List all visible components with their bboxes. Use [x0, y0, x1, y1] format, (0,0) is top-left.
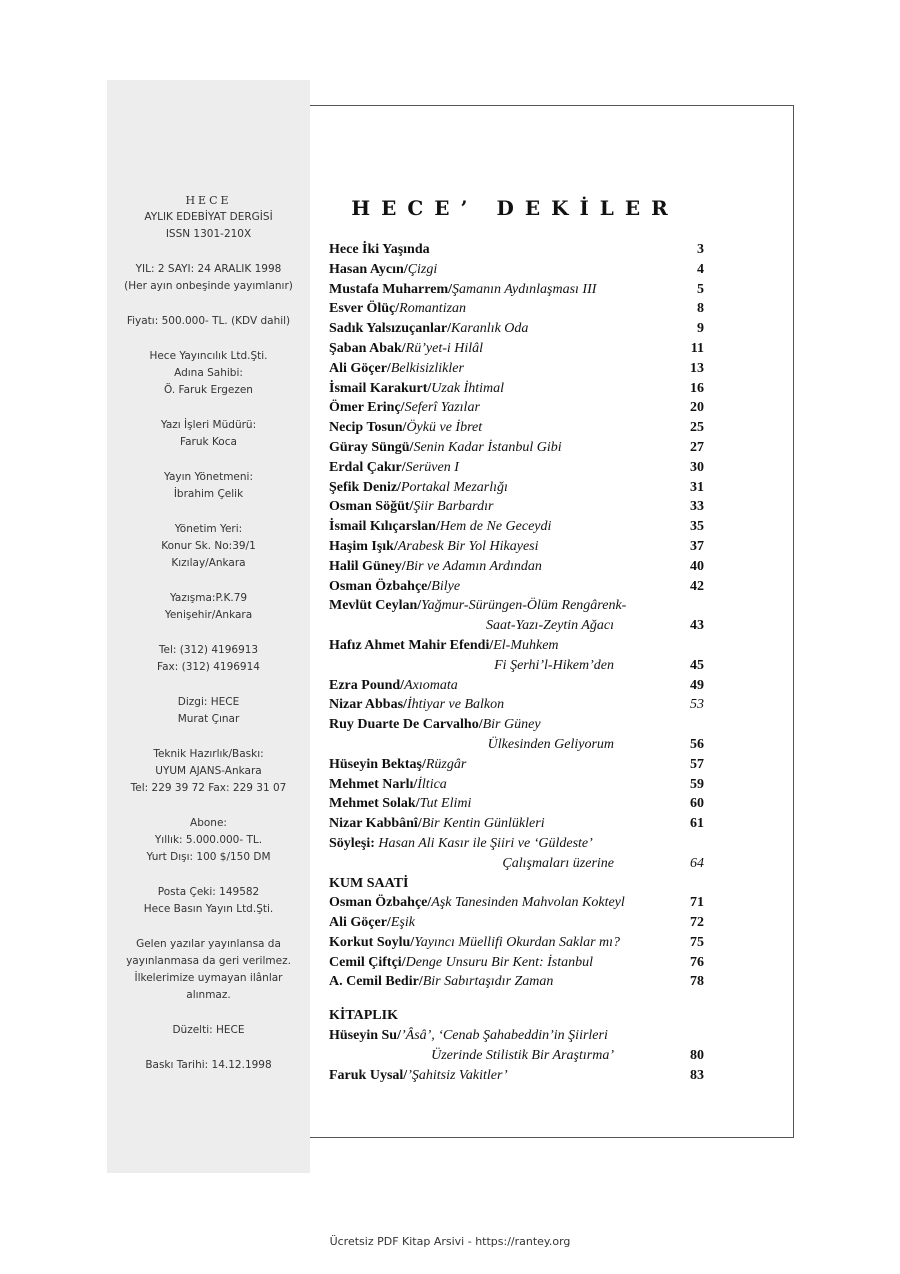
toc-entry-line: [329, 616, 704, 636]
telephone: Tel: (312) 4196913: [158, 644, 259, 656]
toc-entry-line: [329, 240, 704, 260]
toc-entry-line: [329, 557, 704, 577]
toc-entry-text: [329, 537, 674, 557]
toc-entry-line: [329, 794, 704, 814]
toc-entry-line: [329, 577, 704, 597]
toc-page-number: 5: [697, 281, 704, 297]
toc-entry-text: [329, 280, 674, 300]
toc-page-number: 42: [690, 578, 704, 594]
toc-entry: [329, 418, 704, 438]
toc-entry: [329, 319, 704, 339]
toc-work-title: Öykü ve İbret: [406, 420, 483, 436]
toc-entry: [329, 557, 704, 577]
toc-work-title: Bir Sabırtaşıdır Zaman: [422, 974, 554, 990]
editor-label: Yazı İşleri Müdürü:: [160, 419, 257, 431]
magazine-name: HECE: [185, 194, 232, 207]
toc-entry-text: [329, 339, 674, 359]
notice-line: İlkelerimize uymayan ilânlar: [134, 972, 283, 984]
masthead: [107, 192, 310, 1092]
toc-entry-line: [329, 280, 704, 300]
typeset-label: Dizgi: HECE: [177, 696, 240, 708]
footer-text: Ücretsiz PDF Kitap Arsivi - https://rantey.org: [329, 1235, 571, 1248]
toc-entry: [329, 913, 704, 933]
office-address: Konur Sk. No:39/1: [161, 540, 256, 552]
editor: Faruk Koca: [180, 436, 237, 448]
frame-right-border: [793, 105, 794, 1138]
publisher: Hece Yayıncılık Ltd.Şti.: [149, 350, 268, 362]
toc-work-title: Aşk Tanesinden Mahvolan Kokteyl: [431, 895, 625, 911]
toc-page-number: 43: [690, 618, 704, 634]
toc-author: Nizar Abbas/: [329, 697, 407, 713]
toc-entry-text: [329, 953, 674, 973]
toc-entry-line: [329, 656, 704, 676]
toc-entry-line: [329, 418, 704, 438]
toc-entry-line: [329, 596, 704, 616]
toc-work-title: İhtiyar ve Balkon: [406, 697, 505, 713]
toc-entry-text: [329, 577, 674, 597]
toc-page-number: 33: [690, 499, 704, 515]
toc-author: Ali Göçer/: [329, 360, 391, 376]
toc-entry-text: [329, 814, 674, 834]
toc-entry-line: [329, 953, 704, 973]
toc-work-title: ’Âsâ’, ‘Cenab Şahabeddin’in Şiirleri: [400, 1028, 608, 1044]
toc-page-number: 27: [690, 439, 704, 455]
toc-entry-line: [329, 1066, 704, 1086]
print-label: Teknik Hazırlık/Baskı:: [153, 748, 264, 760]
toc-page-number: 3: [697, 242, 704, 257]
postal-check: Posta Çeki: 149582: [157, 886, 260, 898]
toc-entry-text: [329, 299, 674, 319]
toc-author: Güray Süngü/: [329, 439, 414, 455]
toc-work-title: Belkisizlikler: [390, 360, 464, 376]
toc-page-number: 83: [690, 1067, 704, 1083]
toc-work-title: Şamanın Aydınlaşması III: [452, 281, 597, 297]
toc-work-title: Axıomata: [404, 677, 458, 693]
toc-entry-text: [329, 775, 674, 795]
toc-entry-text: [329, 933, 674, 953]
toc-entry: [329, 972, 704, 992]
toc-entry-text: [329, 834, 674, 854]
toc-entry: [329, 755, 704, 775]
toc-entry-line: [329, 458, 704, 478]
director: İbrahim Çelik: [173, 488, 244, 500]
toc-page-number: 72: [690, 915, 704, 931]
toc-page-number: 56: [690, 736, 704, 752]
toc-entry-line: [329, 517, 704, 537]
toc-entry-line: [329, 537, 704, 557]
toc-entry: [329, 497, 704, 517]
toc-author: Ömer Erinç/: [329, 400, 405, 416]
table-of-contents: [329, 240, 704, 1085]
toc-entry-line: [329, 260, 704, 280]
toc-entry-text: [329, 517, 674, 537]
toc-author: Faruk Uysal/: [329, 1067, 408, 1083]
toc-author: Haşim Işık/: [329, 538, 398, 554]
toc-work-title: Tut Elimi: [419, 796, 472, 812]
toc-page-number: 57: [690, 756, 704, 772]
proofreading: Düzelti: HECE: [172, 1024, 245, 1036]
toc-entry-text: [329, 596, 674, 616]
toc-author: Osman Özbahçe/: [329, 895, 432, 911]
toc-work-title: Bir Kentin Günlükleri: [421, 816, 545, 832]
frame-bottom-border: [310, 1137, 794, 1138]
toc-entry: [329, 596, 704, 636]
toc-work-title: Karanlık Oda: [451, 321, 529, 337]
toc-entry-line: [329, 636, 704, 656]
toc-author: Hüseyin Bektaş/: [329, 756, 426, 772]
toc-entry: [329, 893, 704, 913]
toc-page-number: 53: [690, 697, 704, 713]
toc-author: A. Cemil Bedir/: [329, 974, 423, 990]
toc-page-number: 20: [690, 400, 704, 416]
toc-entry-line: [329, 1046, 704, 1066]
toc-entry-line: [329, 497, 704, 517]
toc-page-number: 31: [690, 479, 704, 495]
toc-entry: [329, 715, 704, 755]
toc-entry-text: [329, 478, 674, 498]
toc-entry: [329, 814, 704, 834]
toc-entry-line: [329, 695, 704, 715]
toc-entry: [329, 834, 704, 874]
toc-entry-text: [329, 794, 674, 814]
toc-entry-text: [329, 458, 674, 478]
contents-title: HECE’ DEKİLER: [351, 196, 679, 220]
toc-page-number: 9: [697, 321, 704, 337]
toc-entry-line: [329, 775, 704, 795]
toc-entry: [329, 299, 704, 319]
toc-page-number: 37: [690, 538, 704, 554]
toc-work-title: Arabesk Bir Yol Hikayesi: [397, 538, 539, 554]
toc-work-title: Portakal Mezarlığı: [400, 479, 508, 495]
toc-page-number: 35: [690, 519, 704, 535]
toc-work-title: Bir ve Adamın Ardından: [405, 558, 542, 574]
toc-entry-line: [329, 913, 704, 933]
subscription-abroad: Yurt Dışı: 100 $/150 DM: [146, 851, 271, 863]
toc-author: Mehmet Narlı/: [329, 776, 418, 792]
toc-work-title: Bilye: [431, 578, 461, 594]
toc-entry-line: [329, 893, 704, 913]
toc-author: Sadık Yalsızuçanlar/: [329, 321, 452, 337]
magazine-subtitle: AYLIK EDEBİYAT DERGİSİ: [144, 211, 273, 223]
toc-work-title: Rüzgâr: [425, 756, 467, 772]
toc-entry-text: [329, 359, 674, 379]
toc-entry: [329, 1026, 704, 1066]
toc-entry: [329, 379, 704, 399]
toc-work-title: Serüven I: [405, 459, 459, 475]
toc-entry-line: [329, 715, 704, 735]
toc-author: Mevlüt Ceylan/: [329, 598, 422, 614]
toc-entry-text: [329, 1066, 674, 1086]
toc-work-title: Rü’yet-i Hilâl: [405, 340, 484, 356]
section-heading-kitaplik: KİTAPLIK: [329, 1008, 398, 1024]
owner-label: Adına Sahibi:: [174, 367, 243, 379]
toc-author: Hasan Aycın/: [329, 261, 408, 277]
toc-work-title: ’Şahitsiz Vakitler’: [407, 1067, 508, 1083]
toc-work-title: Senin Kadar İstanbul Gibi: [413, 439, 562, 455]
issue-info: YIL: 2 SAYI: 24 ARALIK 1998: [135, 263, 282, 275]
toc-entry: [329, 260, 704, 280]
toc-author: Söyleşi:: [329, 835, 379, 851]
toc-entry-line: [329, 735, 704, 755]
toc-entry-text: [329, 1026, 674, 1046]
toc-entry-line: [329, 319, 704, 339]
toc-entry: [329, 676, 704, 696]
toc-entry: [329, 1066, 704, 1086]
toc-entry-line: [329, 359, 704, 379]
toc-entry-line: [329, 1026, 704, 1046]
print-date: Baskı Tarihi: 14.12.1998: [145, 1059, 272, 1071]
subscription-annual: Yıllık: 5.000.000- TL.: [154, 834, 263, 846]
toc-entry: [329, 438, 704, 458]
postal-name: Hece Basın Yayın Ltd.Şti.: [143, 903, 274, 915]
toc-entry-text: [329, 418, 674, 438]
toc-author: Esver Ölüç/: [329, 301, 400, 317]
toc-entry-text: [329, 893, 674, 913]
toc-page-number: 16: [690, 380, 704, 396]
toc-page-number: 4: [697, 261, 704, 277]
toc-author: Hüseyin Su/: [329, 1028, 401, 1044]
toc-entry-line: [329, 755, 704, 775]
toc-entry: [329, 577, 704, 597]
toc-entry: [329, 240, 704, 260]
toc-author: Şaban Abak/: [329, 340, 406, 356]
toc-author: Osman Söğüt/: [329, 499, 414, 515]
toc-author: Şefik Deniz/: [329, 479, 401, 495]
toc-page-number: 25: [690, 420, 704, 436]
toc-author: Hece İki Yaşında: [329, 242, 430, 257]
toc-entry: [329, 280, 704, 300]
toc-author: Cemil Çiftçi/: [329, 954, 406, 970]
toc-author: Osman Özbahçe/: [329, 578, 432, 594]
toc-entry-text: [329, 438, 674, 458]
toc-entry-text: [329, 755, 674, 775]
toc-work-title: Seferî Yazılar: [404, 400, 480, 416]
toc-page-number: 78: [690, 974, 704, 990]
typeset-person: Murat Çınar: [177, 713, 240, 725]
toc-work-title-continued: Üzerinde Stilistik Bir Araştırma’: [431, 1047, 614, 1063]
toc-entry: [329, 359, 704, 379]
toc-work-title: Çizgi: [407, 261, 438, 277]
notice-line: Gelen yazılar yayınlansa da: [136, 938, 281, 950]
toc-work-title: İltica: [417, 776, 447, 792]
toc-work-title: Romantizan: [399, 301, 467, 317]
director-label: Yayın Yönetmeni:: [164, 471, 253, 483]
toc-entry-line: [329, 379, 704, 399]
toc-page-number: 59: [690, 776, 704, 792]
toc-work-title: Bir Güney: [482, 717, 541, 733]
toc-entry: [329, 636, 704, 676]
printer-phone: Tel: 229 39 72 Fax: 229 31 07: [130, 782, 287, 794]
mail-label: Yazışma:P.K.79: [169, 592, 248, 604]
toc-work-title: Denge Unsuru Bir Kent: İstanbul: [405, 954, 594, 970]
toc-entry-line: [329, 299, 704, 319]
owner: Ö. Faruk Ergezen: [164, 384, 253, 396]
toc-page-number: 76: [690, 954, 704, 970]
toc-author: Mehmet Solak/: [329, 796, 420, 812]
toc-entry: [329, 695, 704, 715]
toc-entry: [329, 398, 704, 418]
toc-entry: [329, 517, 704, 537]
toc-work-title-continued: Çalışmaları üzerine: [502, 855, 614, 871]
toc-page-number: 75: [690, 934, 704, 950]
printer: UYUM AJANS-Ankara: [155, 765, 262, 777]
subscription-label: Abone:: [190, 817, 227, 829]
toc-work-title: El-Muhkem: [493, 637, 559, 653]
toc-entry-line: [329, 854, 704, 874]
toc-work-title: Hem de Ne Geceydi: [439, 519, 552, 535]
notice-line: yayınlanmasa da geri verilmez.: [126, 955, 291, 967]
toc-work-title: Yağmur-Sürüngen-Ölüm Rengârenk-: [421, 598, 627, 614]
toc-entry-line: [329, 478, 704, 498]
toc-work-title: Şiir Barbardır: [413, 499, 494, 515]
toc-entry-text: [329, 398, 674, 418]
toc-entry-line: [329, 438, 704, 458]
toc-entry: [329, 933, 704, 953]
toc-entry: [329, 794, 704, 814]
toc-entry-line: [329, 676, 704, 696]
toc-entry-text: [329, 676, 674, 696]
frame-top-border: [310, 105, 794, 106]
toc-entry-text: [329, 715, 674, 735]
toc-entry-text: [329, 260, 674, 280]
frequency: (Her ayın onbeşinde yayımlanır): [124, 280, 293, 292]
toc-entry: [329, 339, 704, 359]
toc-entry-line: [329, 339, 704, 359]
toc-entry-text: [329, 972, 674, 992]
toc-work-title-continued: Ülkesinden Geliyorum: [487, 736, 614, 752]
toc-page-number: 61: [690, 816, 704, 832]
toc-author: Korkut Soylu/: [329, 934, 415, 950]
toc-entry-line: [329, 398, 704, 418]
toc-page-number: 71: [690, 895, 704, 911]
toc-entry-line: [329, 834, 704, 854]
toc-entry-text: [329, 240, 674, 260]
price: Fiyatı: 500.000- TL. (KDV dahil): [126, 315, 291, 327]
toc-entry-text: [329, 913, 674, 933]
toc-entry: [329, 458, 704, 478]
toc-entry-text: [329, 497, 674, 517]
toc-entry-text: [329, 379, 674, 399]
issn: ISSN 1301-210X: [165, 228, 252, 240]
toc-page-number: 80: [690, 1047, 704, 1063]
toc-work-title: Hasan Ali Kasır ile Şiiri ve ‘Güldeste’: [378, 835, 593, 851]
toc-author: Ezra Pound/: [329, 677, 405, 693]
toc-entry-text: [329, 319, 674, 339]
toc-author: Mustafa Muharrem/: [329, 281, 452, 297]
toc-page-number: 60: [690, 796, 704, 812]
toc-author: Nizar Kabbânî/: [329, 816, 422, 832]
mail-city: Yenişehir/Ankara: [164, 609, 253, 621]
toc-work-title: Eşik: [390, 915, 415, 931]
toc-work-title-continued: Fi Şerhi’l-Hikem’den: [494, 657, 614, 673]
toc-entry: [329, 775, 704, 795]
notice-line: alınmaz.: [186, 989, 231, 1001]
toc-entry-line: [329, 814, 704, 834]
toc-author: Halil Güney/: [329, 558, 406, 574]
toc-page-number: 8: [697, 301, 704, 317]
toc-author: Ali Göçer/: [329, 915, 391, 931]
toc-entry-line: [329, 972, 704, 992]
toc-page-number: 40: [690, 558, 704, 574]
section-heading-kum-saati: KUM SAATİ: [329, 875, 409, 891]
office-label: Yönetim Yeri:: [174, 523, 243, 535]
section-spacer: [329, 992, 704, 1006]
toc-author: İsmail Karakurt/: [329, 380, 432, 396]
toc-entry: [329, 478, 704, 498]
toc-work-title-continued: Saat-Yazı-Zeytin Ağacı: [486, 618, 614, 634]
toc-entry-text: [329, 557, 674, 577]
toc-author: Necip Tosun/: [329, 420, 407, 436]
toc-page-number: 64: [690, 855, 704, 871]
toc-page-number: 30: [690, 459, 704, 475]
toc-entry: [329, 953, 704, 973]
office-city: Kızılay/Ankara: [171, 557, 246, 569]
toc-entry-text: [329, 695, 674, 715]
toc-author: Erdal Çakır/: [329, 459, 406, 475]
toc-author: Ruy Duarte De Carvalho/: [329, 717, 483, 733]
toc-entry-text: [329, 636, 674, 656]
toc-entry-line: [329, 933, 704, 953]
toc-page-number: 45: [690, 657, 704, 673]
toc-author: İsmail Kılıçarslan/: [329, 519, 440, 535]
toc-work-title: Uzak İhtimal: [431, 380, 504, 396]
toc-page-number: 11: [690, 340, 704, 356]
toc-author: Hafız Ahmet Mahir Efendi/: [329, 637, 494, 653]
toc-page-number: 13: [690, 360, 704, 376]
toc-page-number: 49: [690, 677, 704, 693]
toc-entry: [329, 537, 704, 557]
toc-work-title: Yayıncı Müellifi Okurdan Saklar mı?: [414, 934, 621, 950]
fax: Fax: (312) 4196914: [157, 661, 260, 673]
